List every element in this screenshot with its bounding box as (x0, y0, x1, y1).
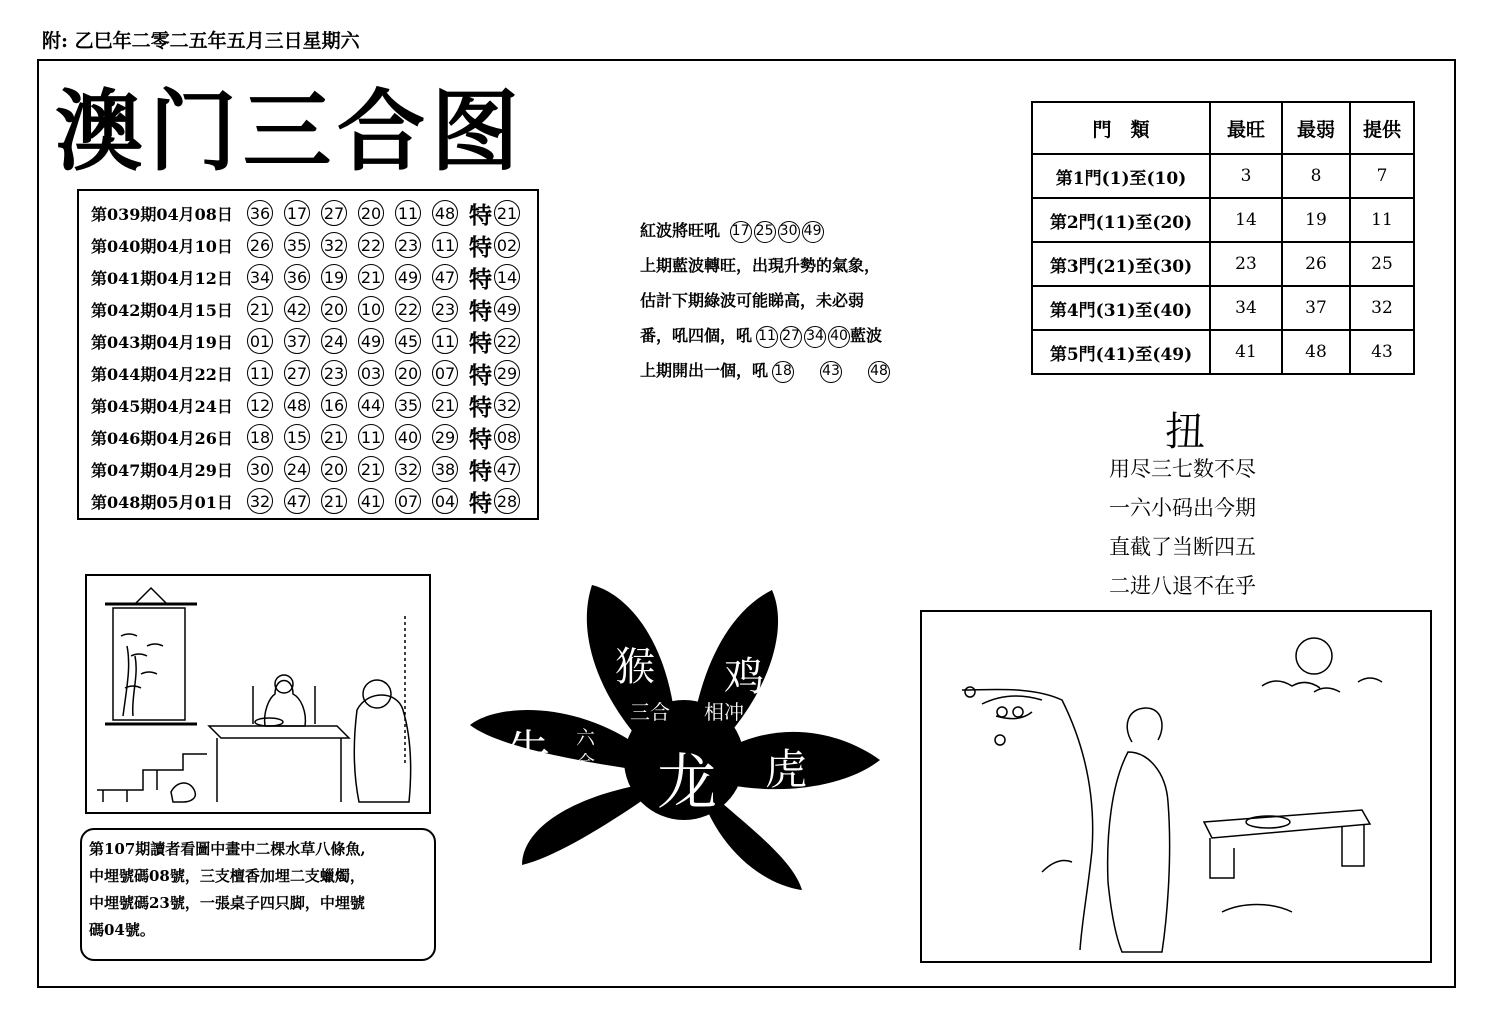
riddle-line: 中埋號碼08號，三支檀香加埋二支蠟燭， (89, 867, 365, 885)
door-cell: 14 (1210, 198, 1282, 242)
special-label: 特 (469, 201, 492, 229)
poem-line: 二进八退不在乎 (1109, 574, 1256, 598)
number-ball: 21 (321, 424, 347, 450)
door-row (1032, 286, 1414, 330)
history-row (91, 421, 520, 453)
number-ball: 22 (358, 232, 384, 258)
wave-line-3: 估計下期綠波可能睇高，未必弱 (640, 291, 865, 310)
wave-number-ball: 48 (868, 361, 890, 383)
wave-forecast (640, 213, 890, 388)
number-ball: 41 (358, 488, 384, 514)
number-ball: 16 (321, 392, 347, 418)
number-ball: 24 (321, 328, 347, 354)
number-ball: 20 (358, 200, 384, 226)
history-row (91, 485, 520, 517)
number-ball: 20 (395, 360, 421, 386)
special-number-ball: 08 (494, 424, 520, 450)
number-ball: 40 (395, 424, 421, 450)
door-header-category: 門 類 (1032, 102, 1210, 154)
number-ball: 12 (247, 392, 273, 418)
history-row-label: 第048期05月01日 (91, 492, 233, 512)
number-ball: 37 (284, 328, 310, 354)
special-number-ball: 28 (494, 488, 520, 514)
number-ball: 11 (247, 360, 273, 386)
history-row-label: 第041期04月12日 (91, 268, 233, 288)
illustration-worship-scene (85, 574, 431, 814)
wave-line-1 (640, 213, 890, 248)
flower-ox: 牛 (506, 726, 550, 777)
special-label: 特 (469, 361, 492, 389)
number-ball: 27 (321, 200, 347, 226)
number-ball: 47 (284, 488, 310, 514)
door-row (1032, 198, 1414, 242)
number-ball: 21 (247, 296, 273, 322)
history-row (91, 325, 520, 357)
door-row (1032, 242, 1414, 286)
draw-history-box (77, 189, 539, 520)
number-ball: 01 (247, 328, 273, 354)
number-ball: 35 (395, 392, 421, 418)
wave-line-4 (640, 318, 890, 353)
special-label: 特 (469, 425, 492, 453)
number-ball: 11 (395, 200, 421, 226)
door-cell: 41 (1210, 330, 1282, 374)
wave-number-ball: 11 (756, 326, 778, 348)
number-ball: 17 (284, 200, 310, 226)
number-ball: 45 (395, 328, 421, 354)
door-cell: 11 (1350, 198, 1414, 242)
wave-number-ball: 40 (828, 326, 850, 348)
door-header-cold: 最弱 (1282, 102, 1350, 154)
history-row-label: 第042期04月15日 (91, 300, 233, 320)
door-cell: 25 (1350, 242, 1414, 286)
riddle-line: 碼04號。 (89, 921, 155, 939)
history-row (91, 453, 520, 485)
wave-number-ball: 43 (820, 361, 842, 383)
special-number-ball: 22 (494, 328, 520, 354)
number-ball: 11 (432, 328, 458, 354)
history-row (91, 357, 520, 389)
history-row-label: 第039期04月08日 (91, 204, 233, 224)
flower-monkey: 猴 (615, 644, 655, 690)
special-number-ball: 32 (494, 392, 520, 418)
number-ball: 47 (432, 264, 458, 290)
number-ball: 04 (432, 488, 458, 514)
wave-line-2: 上期藍波轉旺，出現升勢的氣象， (640, 256, 881, 275)
special-number-ball: 21 (494, 200, 520, 226)
special-label: 特 (469, 297, 492, 325)
wave-number-ball: 25 (754, 221, 776, 243)
number-ball: 15 (284, 424, 310, 450)
number-ball: 38 (432, 456, 458, 482)
special-label: 特 (469, 489, 492, 517)
wave-line-4-tail: 藍波 (850, 326, 883, 345)
flower-liuhe-1: 六 (576, 727, 596, 749)
wave-line-1-text: 紅波將旺吼 (640, 221, 721, 240)
riddle-line: 中埋號碼23號，一張桌子四只脚，中埋號 (89, 894, 365, 912)
history-row (91, 197, 520, 229)
zodiac-flower (462, 575, 882, 895)
header-date: 附: 乙巳年二零二五年五月三日星期六 (42, 30, 360, 52)
special-label: 特 (469, 457, 492, 485)
history-row (91, 293, 520, 325)
number-ball: 32 (247, 488, 273, 514)
number-ball: 21 (321, 488, 347, 514)
number-ball: 21 (432, 392, 458, 418)
door-cell: 23 (1210, 242, 1282, 286)
number-ball: 10 (358, 296, 384, 322)
history-row-label: 第045期04月24日 (91, 396, 233, 416)
door-cell: 第3門(21)至(30) (1032, 242, 1210, 286)
number-ball: 18 (247, 424, 273, 450)
number-ball: 23 (432, 296, 458, 322)
history-row-label: 第040期04月10日 (91, 236, 233, 256)
history-row-label: 第043期04月19日 (91, 332, 233, 352)
number-ball: 48 (432, 200, 458, 226)
door-cell: 第2門(11)至(20) (1032, 198, 1210, 242)
wave-number-ball: 17 (730, 221, 752, 243)
number-ball: 32 (321, 232, 347, 258)
number-ball: 24 (284, 456, 310, 482)
flower-rooster: 鸡 (724, 654, 764, 700)
special-number-ball: 49 (494, 296, 520, 322)
number-ball: 42 (284, 296, 310, 322)
flower-liuhe-2: 合 (576, 752, 596, 774)
door-row (1032, 330, 1414, 374)
poem-line: 用尽三七数不尽 (1109, 457, 1256, 481)
wave-number-ball: 18 (772, 361, 794, 383)
door-cell: 26 (1282, 242, 1350, 286)
door-cell: 32 (1350, 286, 1414, 330)
number-ball: 20 (321, 296, 347, 322)
door-cell: 第1門(1)至(10) (1032, 154, 1210, 198)
number-ball: 30 (247, 456, 273, 482)
door-cell: 43 (1350, 330, 1414, 374)
wave-line-4-text: 番，吼四個，吼 (640, 326, 753, 345)
number-ball: 03 (358, 360, 384, 386)
number-ball: 23 (395, 232, 421, 258)
history-row (91, 389, 520, 421)
number-ball: 07 (395, 488, 421, 514)
flower-tiger: 虎 (765, 745, 808, 794)
number-ball: 23 (321, 360, 347, 386)
door-cell: 7 (1350, 154, 1414, 198)
number-ball: 48 (284, 392, 310, 418)
number-ball: 36 (247, 200, 273, 226)
flower-sanhe: 三合 (630, 700, 670, 724)
special-number-ball: 14 (494, 264, 520, 290)
special-label: 特 (469, 265, 492, 293)
number-ball: 36 (284, 264, 310, 290)
special-label: 特 (469, 393, 492, 421)
riddle-line: 第107期讀者看圖中畫中二棵水草八條魚, (89, 840, 366, 858)
door-cell: 19 (1282, 198, 1350, 242)
wave-number-ball: 30 (778, 221, 800, 243)
number-ball: 21 (358, 456, 384, 482)
special-label: 特 (469, 329, 492, 357)
history-row (91, 229, 520, 261)
number-ball: 32 (395, 456, 421, 482)
number-ball: 44 (358, 392, 384, 418)
flower-dragon: 龙 (657, 748, 717, 818)
number-ball: 34 (247, 264, 273, 290)
number-ball: 49 (395, 264, 421, 290)
flower-xiangchong: 相冲 (704, 700, 744, 724)
number-ball: 49 (358, 328, 384, 354)
special-label: 特 (469, 233, 492, 261)
poem-line: 一六小码出今期 (1109, 496, 1256, 520)
special-number-ball: 02 (494, 232, 520, 258)
door-cell: 37 (1282, 286, 1350, 330)
number-ball: 11 (432, 232, 458, 258)
door-cell: 8 (1282, 154, 1350, 198)
poem-line: 直截了当断四五 (1109, 535, 1256, 559)
history-row-label: 第047期04月29日 (91, 460, 233, 480)
door-cell: 第4門(31)至(40) (1032, 286, 1210, 330)
page-title: 澳门三合图 (55, 80, 526, 183)
special-number-ball: 47 (494, 456, 520, 482)
poem-title: 扭 (1165, 409, 1205, 455)
door-cell: 第5門(41)至(49) (1032, 330, 1210, 374)
number-ball: 07 (432, 360, 458, 386)
number-ball: 19 (321, 264, 347, 290)
number-ball: 21 (358, 264, 384, 290)
wave-number-ball: 34 (804, 326, 826, 348)
number-ball: 35 (284, 232, 310, 258)
history-row (91, 261, 520, 293)
door-cell: 34 (1210, 286, 1282, 330)
number-ball: 20 (321, 456, 347, 482)
door-row (1032, 154, 1414, 198)
number-ball: 22 (395, 296, 421, 322)
special-number-ball: 29 (494, 360, 520, 386)
wave-number-ball: 49 (802, 221, 824, 243)
door-table (1031, 101, 1415, 375)
wave-line-5 (640, 353, 890, 388)
wave-number-ball: 27 (780, 326, 802, 348)
number-ball: 27 (284, 360, 310, 386)
number-ball: 29 (432, 424, 458, 450)
number-ball: 26 (247, 232, 273, 258)
poem (1109, 450, 1256, 606)
history-row-label: 第044期04月22日 (91, 364, 233, 384)
illustration-lady-tree (920, 610, 1432, 963)
door-cell: 3 (1210, 154, 1282, 198)
door-header-hot: 最旺 (1210, 102, 1282, 154)
wave-line-5-text: 上期開出一個，吼 (640, 361, 769, 380)
door-header-provide: 提供 (1350, 102, 1414, 154)
door-cell: 48 (1282, 330, 1350, 374)
history-row-label: 第046期04月26日 (91, 428, 233, 448)
riddle-text (80, 828, 436, 961)
number-ball: 11 (358, 424, 384, 450)
